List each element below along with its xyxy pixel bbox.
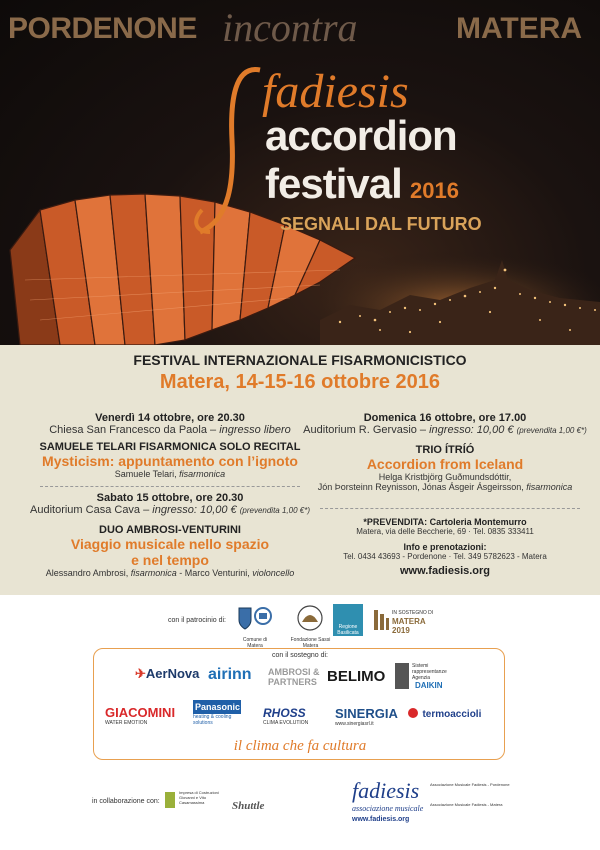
- event-heading: SAMUELE TELARI FISARMONICA SOLO RECITAL: [39, 441, 301, 453]
- comune-matera-logo: Comune di Matera: [235, 604, 275, 640]
- header-right: MATERA: [456, 12, 583, 45]
- fadiesis-footer-logo: fadiesis associazione musicale www.fadiesis.org: [352, 778, 424, 823]
- event-place: Auditorium Casa Cava – ingresso: 10,00 € (prevendita 1,00 €*): [30, 504, 310, 516]
- festival-heading: FESTIVAL INTERNAZIONALE FISARMONICISTICO: [133, 352, 467, 368]
- info-heading: Info e prenotazioni:: [403, 542, 487, 552]
- aernova-logo: ✈AerNova: [135, 666, 200, 681]
- event-datetime: Venerdì 14 ottobre, ore 20.30: [95, 412, 245, 424]
- slogan: il clima che fa cultura: [233, 738, 367, 754]
- fondazione-icon: [288, 604, 333, 632]
- event-saturday: [20, 492, 320, 578]
- matera-2019-logo: IN SOSTEGNO DI MATERA 2019: [372, 608, 442, 638]
- event-datetime: Domenica 16 ottobre, ore 17.00: [363, 412, 527, 424]
- subtitle-segnali: SEGNALI DAL FUTURO: [280, 214, 482, 234]
- header-line: [0, 5, 600, 50]
- event-title: Mysticism: appuntamento con l’ignoto: [42, 453, 298, 469]
- hero-banner: [0, 0, 600, 345]
- sinergia-logo: SINERGIA www.sinergiasrl.it: [335, 706, 398, 727]
- festival-dates: Matera, 14-15-16 ottobre 2016: [159, 371, 441, 393]
- website-link[interactable]: www.fadiesis.org: [399, 565, 491, 577]
- rhoss-logo: RHOSS CLIMA EVOLUTION: [263, 706, 309, 726]
- airinn-logo: airinn: [208, 666, 252, 683]
- event-sunday: [300, 412, 590, 492]
- divider: [320, 508, 580, 510]
- info-phones: Tel. 0434 43693 - Pordenone · Tel. 349 5782623 - Matera: [343, 552, 547, 561]
- presale-info: [300, 517, 590, 577]
- presale-address: Matera, via delle Beccherie, 69 · Tel. 0835 333411: [356, 527, 534, 536]
- event-performers-line1: Helga Kristbjörg Guðmundsdóttir,: [378, 472, 512, 482]
- event-performers: Alessandro Ambrosi, fisarmonica - Marco Venturini, violoncello: [45, 568, 295, 578]
- header-left: PORDENONE: [8, 12, 197, 45]
- presale-heading: *PREVENDITA: Cartoleria Montemurro: [363, 517, 527, 527]
- event-title-line2: e nel tempo: [131, 552, 209, 568]
- brand-fadiesis: fadiesis: [262, 65, 409, 118]
- matera-night-skyline: [320, 250, 600, 345]
- fadiesis-contacts: Associazione Musicale Fadiesis - Pordenone Associazione Musicale Fadiesis - Matera: [430, 782, 510, 807]
- event-heading: DUO AMBROSI-VENTURINI: [99, 524, 241, 536]
- patrocinio-label: con il patrocinio di:: [168, 617, 226, 624]
- event-heading: TRIO ÍTRÍÓ: [415, 444, 475, 456]
- panasonic-logo: Panasonic heating & cooling solutions: [193, 702, 241, 726]
- regione-basilicata-logo: Regione Basilicata: [333, 604, 363, 636]
- event-place: Auditorium R. Gervasio – ingresso: 10,00 € (prevendita 1,00 €*): [303, 424, 587, 436]
- fondazione-logo: Fondazione Sassi Matera: [288, 604, 333, 640]
- header-middle: incontra: [222, 5, 358, 50]
- sostegno-label: con il sostegno di:: [271, 652, 329, 659]
- title-year: 2016: [410, 178, 459, 203]
- giacomini-logo: GIACOMINI WATER EMOTION: [105, 705, 176, 726]
- coat-of-arms-icon: [235, 604, 275, 632]
- event-title-line1: Viaggio musicale nello spazio: [70, 536, 270, 552]
- event-friday: [20, 412, 320, 479]
- shuttle-logo: Shuttle: [232, 800, 265, 812]
- collaborazione-label: in collaborazione con:: [92, 798, 160, 805]
- belimo-logo: BELIMO: [327, 668, 386, 685]
- casamassima-logo: Impresa di Costruzioni Giovanni e Vito Casamassima: [163, 790, 223, 810]
- event-place: Chiesa San Francesco da Paola – ingresso libero: [49, 424, 291, 436]
- event-performers-line2: Jón Þorsteinn Reynisson, Jónas Ásgeir Ásgeirsson, fisarmonica: [317, 482, 573, 492]
- daikin-agency-logo: Sistemi rappresentanze Agenzia DAIKIN: [395, 663, 463, 693]
- event-performers: Samuele Telari, fisarmonica: [114, 469, 226, 479]
- event-title: Accordion from Iceland: [366, 456, 524, 472]
- termoaccioli-logo: termoaccioli: [408, 704, 481, 722]
- ambrosi-partners-logo: AMBROSI & PARTNERS: [268, 667, 320, 687]
- title-accordion: accordion: [265, 112, 457, 159]
- divider: [40, 486, 300, 488]
- event-datetime: Sabato 15 ottobre, ore 20.30: [96, 492, 244, 504]
- matera2019-icon: [372, 608, 390, 632]
- construction-icon: [163, 790, 177, 810]
- title-festival: festival: [265, 160, 402, 207]
